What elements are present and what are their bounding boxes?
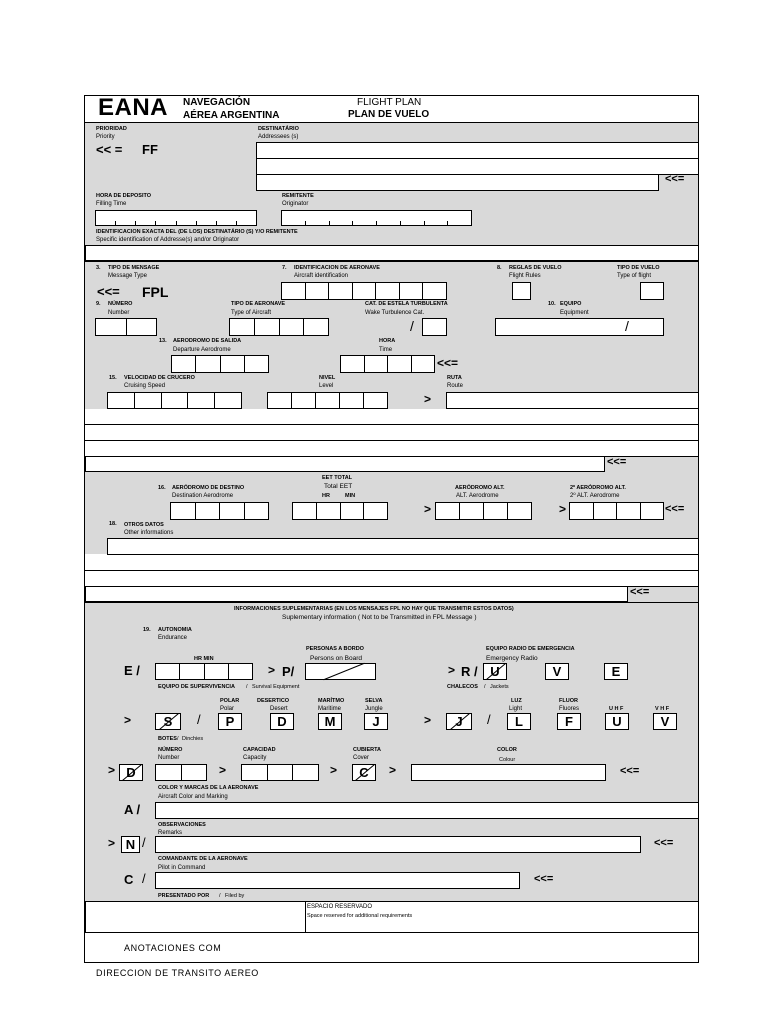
survival-s-box[interactable] xyxy=(155,713,181,730)
luz-es: LUZ xyxy=(511,698,522,704)
alt-label: AERÓDROMO ALT. xyxy=(455,485,505,491)
jackets-label: Jackets xyxy=(490,684,509,690)
dinghy-end-mark: <<= xyxy=(620,765,640,777)
jacket-j: J xyxy=(455,714,463,729)
colour-label: Colour xyxy=(499,757,516,763)
originator-label: Originator xyxy=(282,201,309,207)
ident-field[interactable] xyxy=(85,245,699,261)
survival-d: D xyxy=(277,714,287,729)
tipo-aeronave-label: TIPO DE AERONAVE xyxy=(231,301,286,307)
level-field[interactable] xyxy=(267,392,388,409)
destination-field[interactable] xyxy=(170,502,269,520)
survival-m-box[interactable] xyxy=(318,713,342,730)
cover-gt: > xyxy=(330,763,338,777)
fluor-es: FLUOR xyxy=(559,698,578,704)
remarks-n-box[interactable] xyxy=(121,836,140,853)
e-label: E / xyxy=(124,663,140,678)
type-aircraft-label: Type of Aircraft xyxy=(231,310,272,316)
addressee-field-3[interactable] xyxy=(256,174,659,191)
route-field-last[interactable] xyxy=(85,456,605,472)
alt2-end-mark: <<= xyxy=(665,503,685,515)
prioridad-label: PRIORIDAD xyxy=(96,126,127,132)
addressees-label: Addressees (s) xyxy=(258,134,299,140)
ff-prefix: << = xyxy=(96,142,123,157)
time-end-mark: <<= xyxy=(437,356,459,370)
time-label: Time xyxy=(379,347,393,353)
type-flight-field[interactable] xyxy=(640,282,664,300)
alt-field[interactable] xyxy=(435,502,532,520)
other-line-1 xyxy=(85,570,699,571)
remarks-field[interactable] xyxy=(155,836,641,853)
reglas-label: REGLAS DE VUELO xyxy=(509,265,562,271)
number-label: Number xyxy=(108,310,130,316)
polar-es: POLAR xyxy=(220,698,240,704)
pilot-label: Pilot in Command xyxy=(158,865,206,871)
comandante-label: COMANDANTE DE LA AERONAVE xyxy=(158,856,248,862)
jacket-l: L xyxy=(515,714,523,729)
survival-sep: / xyxy=(246,684,248,690)
numero-dinghy-label: NÚMERO xyxy=(158,747,183,753)
dinghy-d: D xyxy=(126,765,136,780)
otros-label: OTROS DATOS xyxy=(124,522,164,528)
field-8-num: 8. xyxy=(497,265,502,271)
capacity-label: Capacity xyxy=(243,755,267,761)
jackets-gt: > xyxy=(424,713,432,727)
direccion-label: DIRECCION DE TRANSITO AEREO xyxy=(96,968,259,978)
title-en: FLIGHT PLAN xyxy=(357,97,422,108)
color-marcas-label: COLOR Y MARCAS DE LA AERONAVE xyxy=(158,785,259,791)
other-field-last[interactable] xyxy=(85,586,628,602)
cover-label: Cover xyxy=(353,755,370,761)
persons-label: Persons on Board xyxy=(310,655,363,662)
alt2-en-label: 2º ALT. Aerodrome xyxy=(570,493,620,499)
botes-label: BOTES xyxy=(158,736,177,742)
departure-field[interactable] xyxy=(171,355,269,373)
remitente-label: REMITENTE xyxy=(282,193,314,199)
polar-en: Polar xyxy=(220,706,235,712)
filing-time-ticks xyxy=(95,221,257,226)
cruising-label: Cruising Speed xyxy=(124,383,166,389)
fpl-prefix: <<= xyxy=(97,284,120,299)
route-line-1 xyxy=(85,424,699,425)
remarks-label: Remarks xyxy=(158,830,183,836)
maritime-en: Maritime xyxy=(318,706,342,712)
survival-p-box[interactable] xyxy=(218,713,242,730)
cruising-field[interactable] xyxy=(107,392,242,409)
selva-es: SELVA xyxy=(365,698,383,704)
capacity-field[interactable] xyxy=(241,764,319,781)
title-es: PLAN DE VUELO xyxy=(348,109,430,120)
emergency-radio-label: Emergency Radio xyxy=(486,655,538,662)
anotaciones-label: ANOTACIONES COM xyxy=(124,943,222,953)
survival-gt: > xyxy=(124,713,132,727)
other-field-1[interactable] xyxy=(107,538,699,555)
survival-m: M xyxy=(324,714,336,729)
survival-p: P xyxy=(225,714,235,729)
cat-estela-label: CAT. DE ESTELA TURBULENTA xyxy=(365,301,448,307)
field-18-num: 18. xyxy=(109,521,117,527)
endurance-label: Endurance xyxy=(158,635,188,641)
alt2-gt: > xyxy=(559,502,567,516)
dinchies-sep: / xyxy=(177,736,179,742)
pilot-field[interactable] xyxy=(155,872,520,889)
supp-divider xyxy=(85,602,699,603)
uhf-label: U H F xyxy=(609,706,624,712)
alt-en-label: ALT. Aerodrome xyxy=(456,493,499,499)
dinchies-label: Dinchies xyxy=(182,736,204,742)
equipment-field[interactable] xyxy=(495,318,664,336)
filed-by-sep: / xyxy=(219,893,221,899)
eet-field[interactable] xyxy=(292,502,388,520)
maritimo-es: MARÍTMO xyxy=(318,698,345,704)
color-label: COLOR xyxy=(497,747,517,753)
r-gt: > xyxy=(448,663,456,677)
dinghy-d-box[interactable] xyxy=(119,764,143,781)
level-label: Level xyxy=(319,383,334,389)
numero-label: NÚMERO xyxy=(108,301,133,307)
originator-ticks xyxy=(281,221,472,226)
radio-u-box[interactable] xyxy=(483,663,507,680)
survival-s: S xyxy=(163,714,173,729)
alt2-label: 2º AERÓDROMO ALT. xyxy=(570,485,626,491)
jungle-en: Jungle xyxy=(365,706,383,712)
radio-u: U xyxy=(490,664,500,679)
ff-value: FF xyxy=(142,142,158,157)
wake-field[interactable] xyxy=(422,318,447,336)
info-es-label: INFORMACIONES SUPLEMENTARIAS (EN LOS MENSAJES FPL NO HAY QUE TRANSMITIR ESTOS DATOS) xyxy=(234,606,514,612)
aircraft-id-field[interactable] xyxy=(281,282,447,300)
field-10-num: 10. xyxy=(548,301,556,307)
tipo-mensaje-label: TIPO DE MENSAGE xyxy=(108,265,160,271)
pilot-end-mark: <<= xyxy=(534,873,554,885)
jacket-v-box[interactable] xyxy=(653,713,677,730)
equipo-superv-label: EQUIPO DE SUPERVIVENCIA xyxy=(158,684,235,690)
aircraft-color-field[interactable] xyxy=(155,802,699,819)
eet-hr-label: HR xyxy=(322,493,330,499)
endurance-field[interactable] xyxy=(155,663,253,680)
dinghy-gt: > xyxy=(108,763,116,777)
radio-v-box[interactable] xyxy=(545,663,569,680)
remarks-n: N xyxy=(125,837,136,852)
filed-by-field[interactable] xyxy=(85,901,306,933)
p-label: > xyxy=(268,663,276,677)
radio-e: E xyxy=(611,664,621,679)
desertico-es: DESERTICO xyxy=(257,698,290,704)
alt-gt: > xyxy=(424,502,432,516)
equipment-label: Equipment xyxy=(560,310,589,316)
space-label: Space reserved for additional requirements xyxy=(307,913,413,919)
ident-es-label: IDENTIFICACION EXACTA DEL (DE LOS) DESTINATÁRIO (S) Y/O REMITENTE xyxy=(96,229,298,235)
route-gt: > xyxy=(424,392,432,406)
wake-label: Wake Turbulence Cat. xyxy=(365,310,425,316)
org-line2: AÉREA ARGENTINA xyxy=(183,110,280,121)
remarks-slash: / xyxy=(142,835,146,850)
org-line1: NAVEGACIÓN xyxy=(183,97,251,108)
addressee-field-2[interactable] xyxy=(256,158,699,175)
end-mark: <<= xyxy=(665,173,685,185)
radio-v: V xyxy=(552,664,562,679)
filed-by-label: Filed by xyxy=(225,893,245,899)
equipo-label: EQUIPO xyxy=(560,301,582,307)
survival-label: Survival Equipment xyxy=(252,684,300,690)
flight-rules-field[interactable] xyxy=(512,282,531,300)
route-end-mark: <<= xyxy=(607,456,627,468)
jacket-j-box[interactable] xyxy=(446,713,472,730)
jacket-l-box[interactable] xyxy=(507,713,531,730)
priority-label: Priority xyxy=(96,134,115,140)
eet-min-label: MIN xyxy=(345,493,356,499)
remarks-gt: > xyxy=(108,836,116,850)
remarks-end-mark: <<= xyxy=(654,837,674,849)
destino-label: AERÓDROMO DE DESTINO xyxy=(172,485,245,491)
message-type-label: Message Type xyxy=(108,273,147,279)
chalecos-label: CHALECOS xyxy=(447,684,478,690)
cover-c: C xyxy=(359,765,369,780)
capacidad-label: CAPACIDAD xyxy=(243,747,276,753)
time-field[interactable] xyxy=(340,355,435,373)
survival-slash: / xyxy=(197,712,201,727)
equipment-slash: / xyxy=(625,318,629,334)
fluores-en: Fluores xyxy=(559,706,580,712)
route-line-2 xyxy=(85,440,699,441)
autonomia-label: AUTONOMIA xyxy=(158,627,192,633)
destination-label: Destination Aerodrome xyxy=(172,493,234,499)
jackets-sep: / xyxy=(484,684,486,690)
filing-time-label: Filling Time xyxy=(96,201,127,207)
cover-c-box[interactable] xyxy=(352,764,376,781)
aircraft-id-label: Aircraft identification xyxy=(294,273,349,279)
flight-rules-label: Flight Rules xyxy=(509,273,541,279)
field-19-num: 19. xyxy=(143,627,151,633)
info-en-label: Suplementary information ( Not to be Transmitted in FPL Message ) xyxy=(282,614,477,621)
eet-total-label: EET TOTAL xyxy=(322,475,353,481)
a-label: A / xyxy=(124,802,141,817)
dinghy-colour-field[interactable] xyxy=(411,764,606,781)
total-eet-label: Total EET xyxy=(324,483,353,490)
aircraft-color-label: Aircraft Color and Marking xyxy=(158,794,228,800)
type-aircraft-field[interactable] xyxy=(229,318,329,336)
field-9-num: 9. xyxy=(96,301,101,307)
capacity-gt: > xyxy=(219,763,227,777)
vhf-label: V H F xyxy=(655,706,670,712)
nivel-label: NIVEL xyxy=(319,375,336,381)
dinghy-number-field[interactable] xyxy=(155,764,207,781)
number-field[interactable] xyxy=(95,318,157,336)
departure-label: Departure Aerodrome xyxy=(173,347,231,353)
survival-j: J xyxy=(372,714,380,729)
addressee-field-1[interactable] xyxy=(256,142,699,159)
velocidad-label: VELOCIDAD DE CRUCERO xyxy=(124,375,195,381)
tipo-vuelo-label: TIPO DE VUELO xyxy=(617,265,660,271)
hora-deposito-label: HORA DE DEPOSITO xyxy=(96,193,152,199)
other-end-mark: <<= xyxy=(630,586,650,598)
route-label: Route xyxy=(447,383,464,389)
logo: EANA xyxy=(98,94,169,121)
ident-en-label: Specific identification of Addresse(s) and/or Originator xyxy=(96,237,240,243)
r-label: R / xyxy=(461,664,478,679)
wake-slash: / xyxy=(410,318,414,334)
desert-en: Desert xyxy=(270,706,288,712)
c-label: C xyxy=(124,872,134,887)
field-13-num: 13. xyxy=(159,338,167,344)
jacket-v: V xyxy=(660,714,670,729)
ruta-label: RUTA xyxy=(447,375,462,381)
other-label: Other informations xyxy=(124,530,174,536)
type-flight-label: Type of flight xyxy=(617,273,652,279)
jacket-f-box[interactable] xyxy=(557,713,581,730)
hr-min-label: HR MIN xyxy=(194,656,214,662)
route-field-1[interactable] xyxy=(446,392,699,409)
survival-j-box[interactable] xyxy=(364,713,388,730)
color-gt: > xyxy=(389,763,397,777)
ident-aeronave-label: IDENTIFICACION DE AERONAVE xyxy=(294,265,380,271)
equipo-radio-label: EQUIPO RADIO DE EMERGENCIA xyxy=(486,646,575,652)
jacket-u-box[interactable] xyxy=(605,713,629,730)
c-slash: / xyxy=(142,871,146,886)
field-15-num: 15. xyxy=(109,375,117,381)
field-3-num: 3. xyxy=(96,265,101,271)
jackets-slash: / xyxy=(487,712,491,727)
field-16-num: 16. xyxy=(158,485,166,491)
cubierta-label: CUBIERTA xyxy=(353,747,382,753)
survival-d-box[interactable] xyxy=(270,713,294,730)
number-dinghy-label: Number xyxy=(158,755,180,761)
fpl-value: FPL xyxy=(142,284,169,300)
observaciones-label: OBSERVACIONES xyxy=(158,822,206,828)
presentado-label: PRESENTADO POR xyxy=(158,893,210,899)
personas-label: PERSONAS A BORDO xyxy=(306,646,364,652)
aerodromo-salida-label: AERODROMO DE SALIDA xyxy=(173,338,242,344)
field-7-num: 7. xyxy=(282,265,287,271)
destinatario-label: DESTINATÁRIO xyxy=(258,126,299,132)
radio-e-box[interactable] xyxy=(604,663,628,680)
espacio-label: ESPACIO RESERVADO xyxy=(307,904,373,910)
hora-label: HORA xyxy=(379,338,396,344)
jacket-f: F xyxy=(565,714,573,729)
alt2-field[interactable] xyxy=(569,502,664,520)
jacket-u: U xyxy=(612,714,622,729)
p-label-text: P/ xyxy=(282,664,295,679)
light-en: Light xyxy=(509,706,523,712)
